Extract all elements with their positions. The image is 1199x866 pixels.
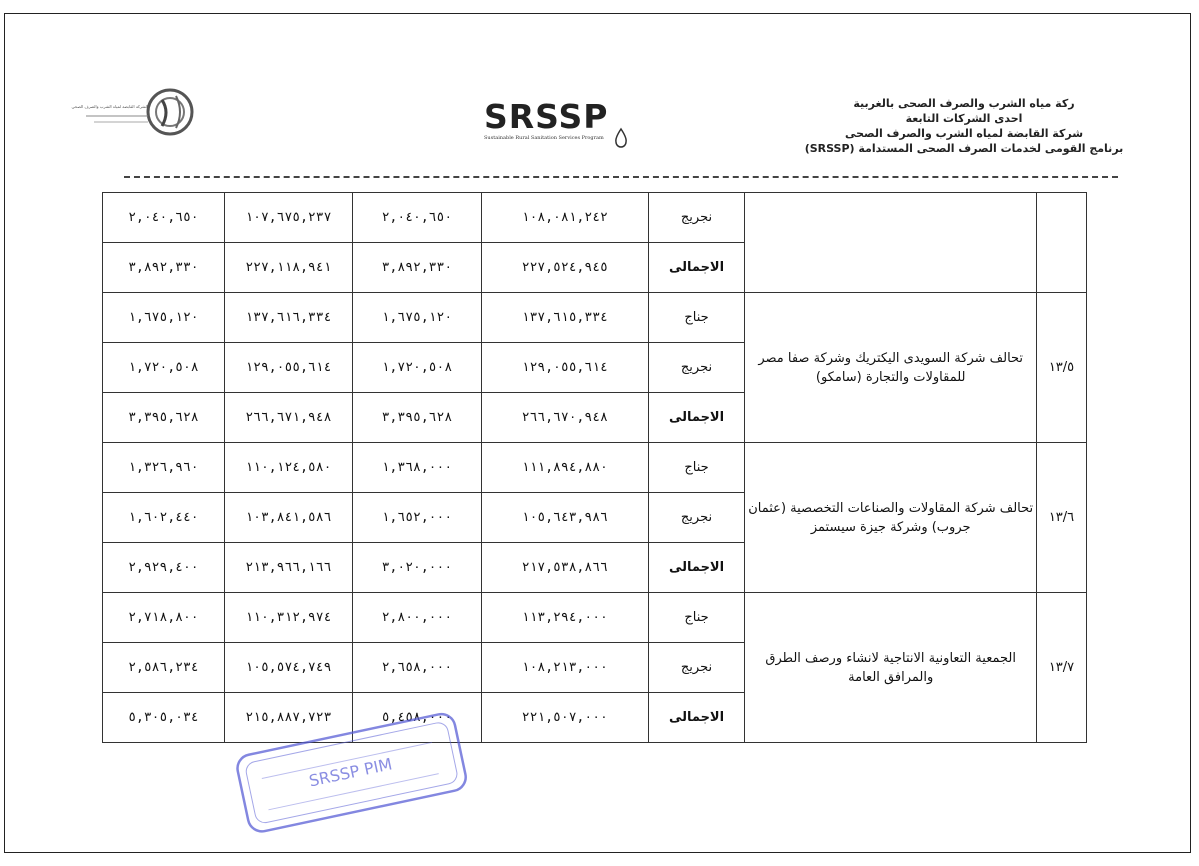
cell-col3: ١٣٧,٦١٦,٣٣٤ <box>224 293 352 343</box>
item-index <box>1036 193 1086 293</box>
cell-col1: ١٠٨,٢١٣,٠٠٠ <box>482 643 649 693</box>
cell-col2: ٣,٨٩٢,٣٣٠ <box>352 243 481 293</box>
table-row <box>103 443 1087 493</box>
cell-col3: ١٠٧,٦٧٥,٢٣٧ <box>224 193 352 243</box>
row-type: جناج <box>648 593 745 643</box>
row-type: الاجمالى <box>648 243 745 293</box>
cell-col4: ٥,٣٠٥,٠٣٤ <box>103 693 225 743</box>
cell-col1: ١٠٨,٠٨١,٢٤٢ <box>482 193 649 243</box>
cell-col3: ٢٦٦,٦٧١,٩٤٨ <box>224 393 352 443</box>
cell-col1: ١٣٧,٦١٥,٣٣٤ <box>482 293 649 343</box>
row-type: جناج <box>648 293 745 343</box>
org-line-2: احدى الشركات التابعة <box>905 112 1023 125</box>
cell-col2: ٥,٤٥٨,٠٠٠ <box>352 693 481 743</box>
cell-col2: ٢,٨٠٠,٠٠٠ <box>352 593 481 643</box>
item-index: ١٣/٥ <box>1036 293 1086 443</box>
table-row <box>103 293 1087 343</box>
cell-col3: ١٠٣,٨٤١,٥٨٦ <box>224 493 352 543</box>
org-line-1: ركة مياه الشرب والصرف الصحى بالغربية <box>853 97 1075 110</box>
cell-col3: ١٠٥,٥٧٤,٧٤٩ <box>224 643 352 693</box>
cell-col1: ١١٣,٢٩٤,٠٠٠ <box>482 593 649 643</box>
cell-col4: ١,٣٢٦,٩٦٠ <box>103 443 225 493</box>
cell-col2: ١,٣٦٨,٠٠٠ <box>352 443 481 493</box>
cell-col1: ١٢٩,٠٥٥,٦١٤ <box>482 343 649 393</box>
water-drop-icon <box>614 128 628 148</box>
cell-col3: ٢١٥,٨٨٧,٧٢٣ <box>224 693 352 743</box>
row-type: نجريج <box>648 193 745 243</box>
cell-col2: ١,٦٧٥,١٢٠ <box>352 293 481 343</box>
cell-col4: ١,٦٠٢,٤٤٠ <box>103 493 225 543</box>
stamp-text: SRSSP PIM <box>307 754 394 791</box>
bids-table <box>102 192 1087 743</box>
header-divider <box>124 176 1118 178</box>
cell-col2: ٢,٦٥٨,٠٠٠ <box>352 643 481 693</box>
cell-col1: ٢١٧,٥٣٨,٨٦٦ <box>482 543 649 593</box>
item-index: ١٣/٧ <box>1036 593 1086 743</box>
cell-col4: ١,٦٧٥,١٢٠ <box>103 293 225 343</box>
cell-col4: ٢,٧١٨,٨٠٠ <box>103 593 225 643</box>
row-type: جناج <box>648 443 745 493</box>
contractor-name: الجمعية التعاونية الانتاجية لانشاء ورصف الطرق والمرافق العامة <box>745 593 1037 743</box>
cell-col1: ٢٢١,٥٠٧,٠٠٠ <box>482 693 649 743</box>
cell-col4: ٢,٥٨٦,٢٣٤ <box>103 643 225 693</box>
contractor-name: تحالف شركة السويدى اليكتريك وشركة صفا مصر للمقاولات والتجارة (سامكو) <box>745 293 1037 443</box>
cell-col4: ١,٧٢٠,٥٠٨ <box>103 343 225 393</box>
holding-company-logo <box>71 86 196 140</box>
org-line-3: شركة القابضة لمياه الشرب والصرف الصحى <box>844 127 1084 140</box>
cell-col1: ١١١,٨٩٤,٨٨٠ <box>482 443 649 493</box>
srssp-logo <box>484 97 644 156</box>
cell-col2: ١,٦٥٢,٠٠٠ <box>352 493 481 543</box>
row-type: الاجمالى <box>648 543 745 593</box>
cell-col2: ٣,٠٢٠,٠٠٠ <box>352 543 481 593</box>
row-type: نجريج <box>648 343 745 393</box>
srssp-logo-subtitle: Sustainable Rural Sanitation Services Program <box>484 135 604 141</box>
cell-col3: ١٢٩,٠٥٥,٦١٤ <box>224 343 352 393</box>
row-type: نجريج <box>648 643 745 693</box>
cell-col1: ٢٦٦,٦٧٠,٩٤٨ <box>482 393 649 443</box>
cell-col3: ١١٠,١٢٤,٥٨٠ <box>224 443 352 493</box>
row-type: نجريج <box>648 493 745 543</box>
cell-col1: ١٠٥,٦٤٣,٩٨٦ <box>482 493 649 543</box>
cell-col3: ٢١٣,٩٦٦,١٦٦ <box>224 543 352 593</box>
official-stamp <box>226 712 474 828</box>
cell-col3: ١١٠,٣١٢,٩٧٤ <box>224 593 352 643</box>
cell-col4: ٢,٠٤٠,٦٥٠ <box>103 193 225 243</box>
item-index: ١٣/٦ <box>1036 443 1086 593</box>
row-type: الاجمالى <box>648 693 745 743</box>
cell-col4: ٢,٩٢٩,٤٠٠ <box>103 543 225 593</box>
cell-col2: ١,٧٢٠,٥٠٨ <box>352 343 481 393</box>
cell-col3: ٢٢٧,١١٨,٩٤١ <box>224 243 352 293</box>
cell-col2: ٢,٠٤٠,٦٥٠ <box>352 193 481 243</box>
cell-col2: ٣,٣٩٥,٦٢٨ <box>352 393 481 443</box>
cell-col1: ٢٢٧,٥٢٤,٩٤٥ <box>482 243 649 293</box>
table-row <box>103 593 1087 643</box>
cell-col4: ٣,٨٩٢,٣٣٠ <box>103 243 225 293</box>
cell-col4: ٣,٣٩٥,٦٢٨ <box>103 393 225 443</box>
row-type: الاجمالى <box>648 393 745 443</box>
contractor-name: تحالف شركة المقاولات والصناعات التخصصية (عثمان جروب) وشركة جيزة سيستمز <box>745 443 1037 593</box>
logo-caption: الشركة القابضة لمياه الشرب والصرف الصحي <box>71 104 148 109</box>
org-line-4: برنامج القومى لخدمات الصرف الصحى المستدامة (SRSSP) <box>804 142 1124 155</box>
srssp-logo-text: SRSSP <box>484 97 609 136</box>
contractor-name <box>745 193 1037 293</box>
table-row <box>103 193 1087 243</box>
organization-header <box>799 96 1129 156</box>
